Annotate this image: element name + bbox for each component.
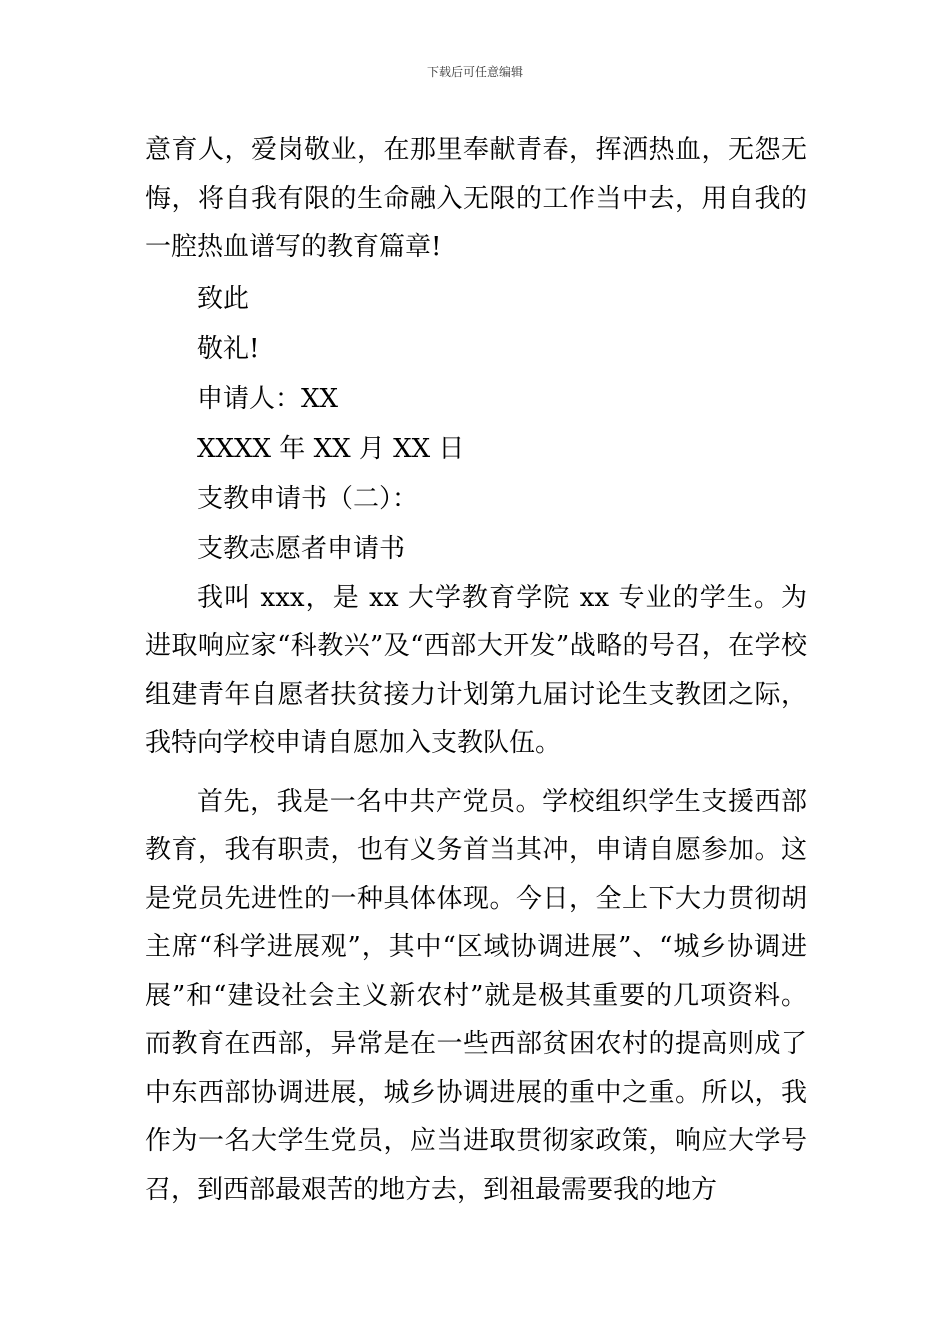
salutation-line: 敬礼! bbox=[197, 333, 260, 364]
page-header: 下载后可任意编辑 bbox=[426, 65, 523, 79]
spacer bbox=[145, 768, 807, 778]
signature-line: 申请人：XX bbox=[197, 383, 339, 414]
closing-line: 致此 bbox=[197, 283, 250, 314]
body-paragraph-1: 我叫 xxx，是 xx 大学教育学院 xx 专业的学生。为进取响应家“科教兴”及“西部大开发”战略的号召，在学校组建青年自愿者扶贫接力计划第九届讨论生支教团之际，我特向学校申请自愿加入支教队伍。 bbox=[145, 582, 807, 758]
section-title: 支教申请书（二）： bbox=[197, 483, 419, 514]
letter-title: 支教志愿者申请书 bbox=[197, 533, 406, 564]
continuation-paragraph: 意育人，爱岗敬业，在那里奉献青春，挥洒热血，无怨无悔，将自我有限的生命融入无限的工作当中去，用自我的一腔热血谱写的教育篇章! bbox=[145, 135, 807, 262]
date-line: XXXX 年 XX 月 XX 日 bbox=[197, 433, 465, 464]
document-body bbox=[145, 126, 807, 1214]
body-paragraph-2: 首先，我是一名中共产党员。学校组织学生支援西部教育，我有职责，也有义务首当其冲，申请自愿参加。这是党员先进性的一种具体体现。今日，全上下大力贯彻胡主席“科学进展观”，其中“区域协调进展”、“城乡协调进展”和“建设社会主义新农村”就是极其重要的几项资料。而教育在西部，异常是在一些西部贫困农村的提高则成了中东西部协调进展，城乡协调进展的重中之重。所以，我作为一名大学生党员，应当进取贯彻家政策，响应大学号召，到西部最艰苦的地方去，到祖最需要我的地方 bbox=[145, 786, 807, 1205]
